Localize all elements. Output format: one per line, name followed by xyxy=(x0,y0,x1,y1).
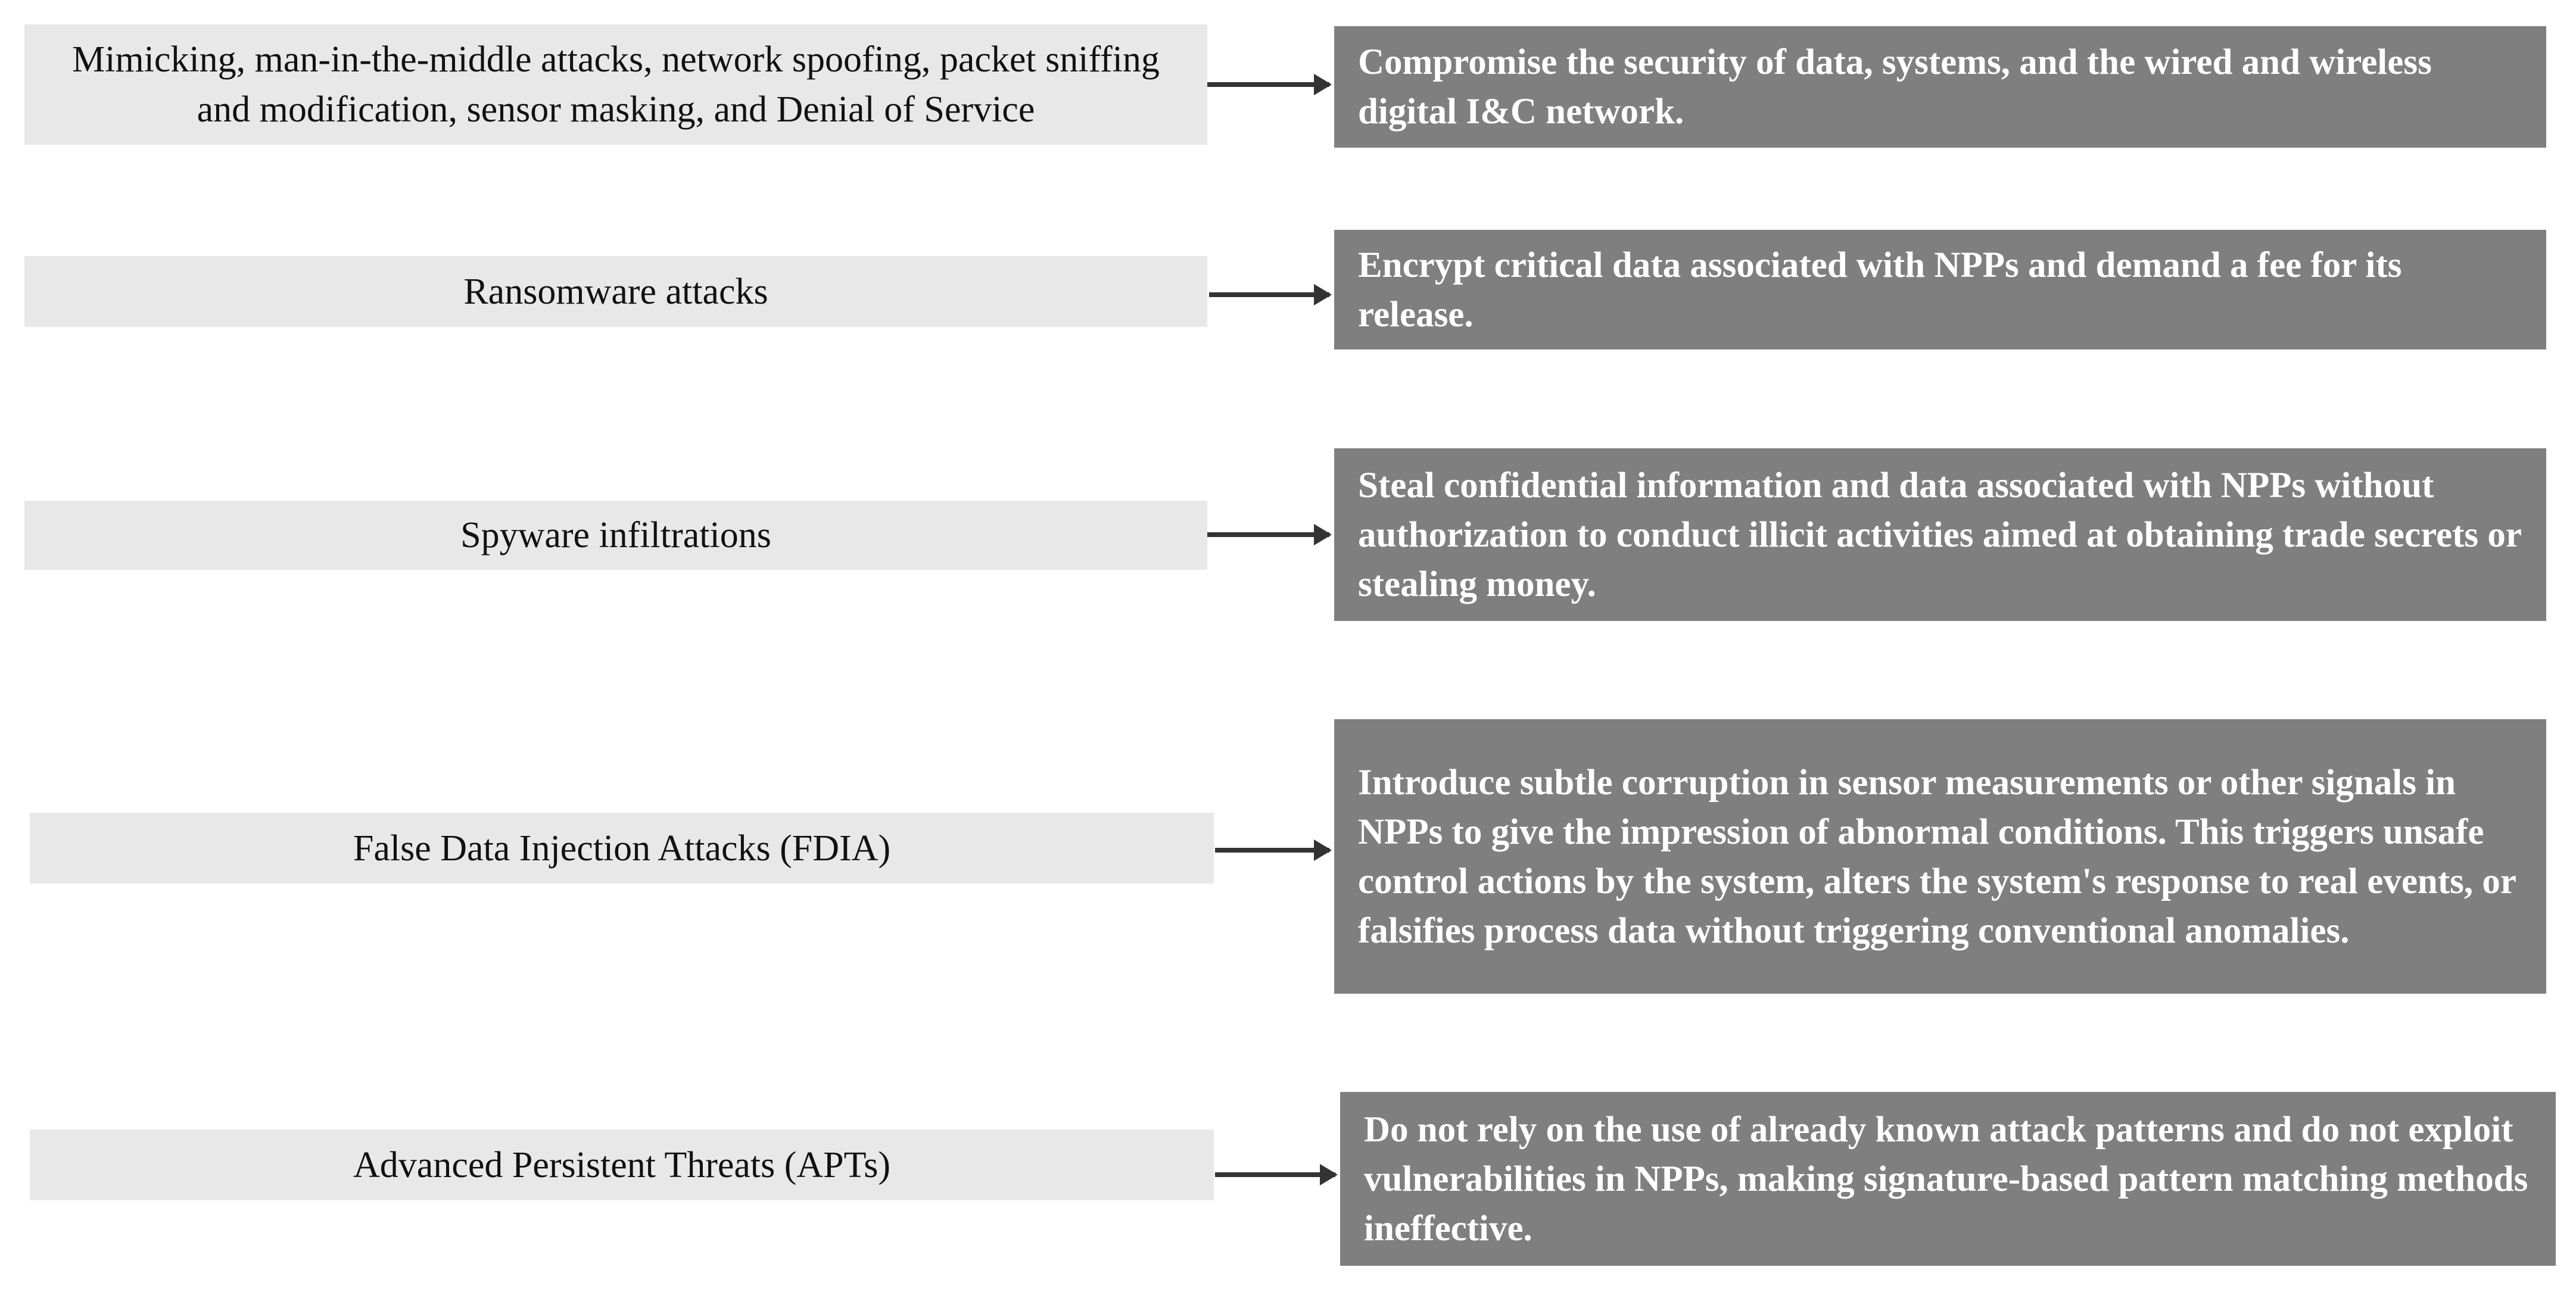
attack-label: Mimicking, man-in-the-middle attacks, network spoofing, packet sniffing and modification, sensor masking, and Denial of Service xyxy=(72,39,1160,130)
attack-box-5 xyxy=(30,1129,1214,1200)
attack-label: Ransomware attacks xyxy=(463,271,768,312)
effect-label: Encrypt critical data associated with NPPs and demand a fee for its release. xyxy=(1358,245,2402,335)
arrow-1 xyxy=(1207,82,1329,87)
effect-box-3 xyxy=(1334,448,2546,621)
attack-box-4 xyxy=(30,813,1214,884)
effect-label: Steal confidential information and data associated with NPPs without authorization to conduct illicit activities aimed at obtaining trade secrets or stealing money. xyxy=(1358,465,2521,604)
effect-label: Compromise the security of data, systems, and the wired and wireless digital I&C network. xyxy=(1358,42,2432,132)
effect-box-1 xyxy=(1334,26,2546,148)
arrow-2 xyxy=(1209,292,1329,297)
attack-label: False Data Injection Attacks (FDIA) xyxy=(353,828,891,869)
effect-box-5 xyxy=(1340,1092,2556,1266)
attack-box-1 xyxy=(24,24,1207,145)
effect-label: Introduce subtle corruption in sensor measurements or other signals in NPPs to give the impression of abnormal conditions. This triggers unsafe control actions by the system, alters the system's response to real events, or falsifies process data without triggering conventional anomalies. xyxy=(1358,762,2516,951)
attack-label: Spyware infiltrations xyxy=(460,515,771,555)
arrow-4 xyxy=(1215,848,1329,853)
effect-box-2 xyxy=(1334,230,2546,349)
effect-box-4 xyxy=(1334,719,2546,994)
effect-label: Do not rely on the use of already known attack patterns and do not exploit vulnerabilities in NPPs, making signature-based pattern matching methods ineffective. xyxy=(1364,1109,2528,1249)
attack-box-2 xyxy=(24,256,1207,327)
arrow-3 xyxy=(1207,532,1329,537)
attack-box-3 xyxy=(24,501,1207,570)
arrow-5 xyxy=(1215,1172,1335,1177)
attack-label: Advanced Persistent Threats (APTs) xyxy=(353,1144,890,1185)
